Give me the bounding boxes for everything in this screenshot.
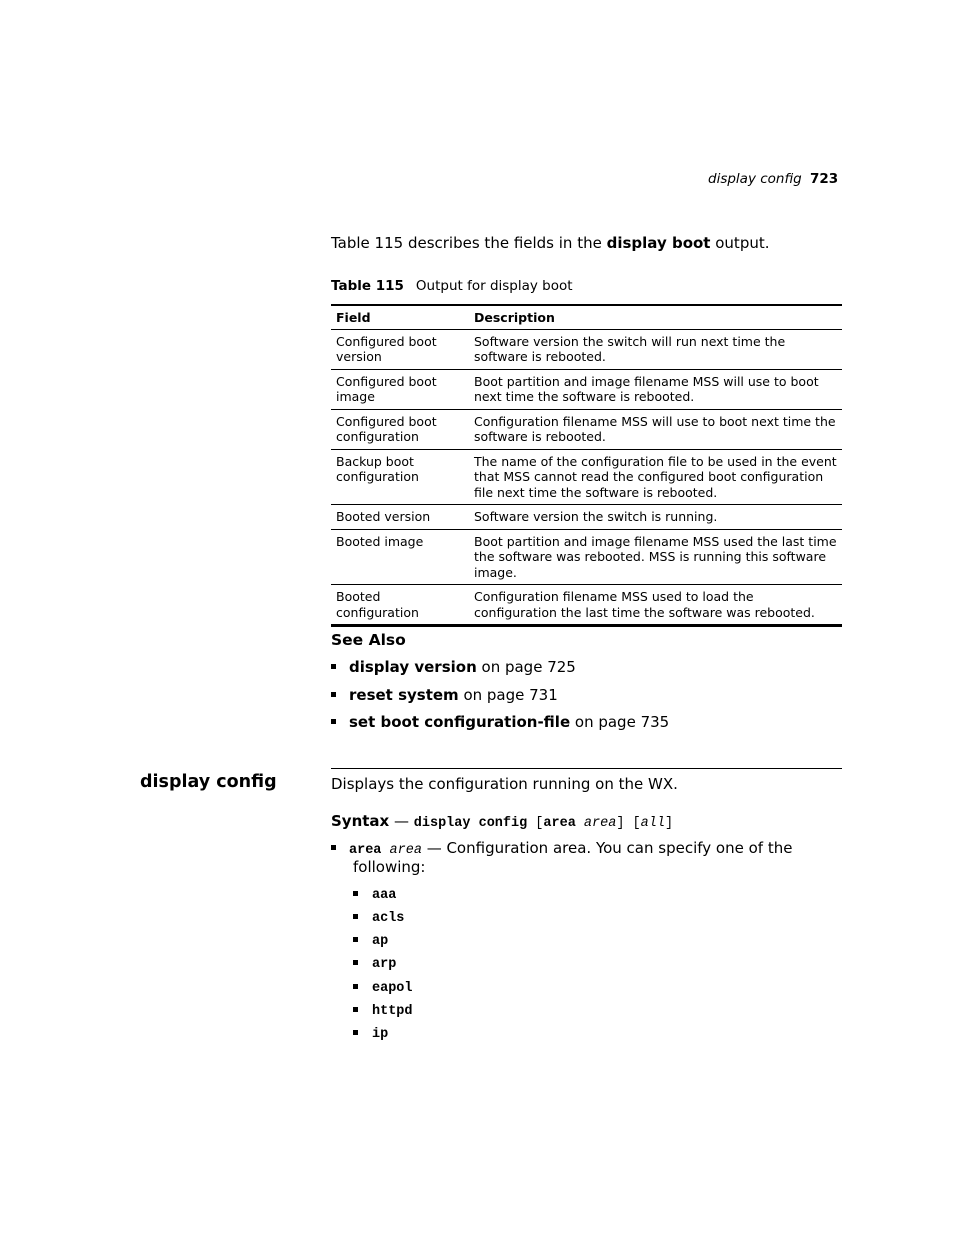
table-row <box>331 369 842 409</box>
description-cell: The name of the configuration file to be used in the event that MSS cannot read the configured boot configuration file next time the software is rebooted. <box>469 449 842 505</box>
syntax-bracket: ] <box>616 816 625 831</box>
area-option: arp <box>372 957 397 972</box>
bullet-icon <box>331 719 336 724</box>
see-also-command: display version <box>349 658 477 676</box>
area-option-item <box>353 1025 388 1042</box>
area-option-item <box>353 932 388 949</box>
area-option: eapol <box>372 981 413 996</box>
column-header-field: Field <box>331 305 469 329</box>
area-option-item <box>353 979 413 996</box>
running-header-title: display config <box>708 171 802 187</box>
syntax-keyword: area <box>543 816 576 831</box>
see-also-page-ref: on page 731 <box>458 686 558 704</box>
area-option: httpd <box>372 1004 413 1019</box>
output-fields-table <box>331 304 842 627</box>
syntax-command: display config <box>413 816 528 831</box>
field-cell: Backup boot configuration <box>331 449 469 505</box>
description-cell: Configuration filename MSS will use to boot next time the software is rebooted. <box>469 409 842 449</box>
description-cell: Configuration filename MSS used to load the configuration the last time the software was rebooted. <box>474 589 815 620</box>
table-row <box>331 585 842 626</box>
field-cell: Booted configuration <box>336 589 419 620</box>
table-caption-text: Output for display boot <box>415 278 573 294</box>
bullet-icon <box>353 960 358 965</box>
syntax-dash: — <box>389 812 414 830</box>
field-cell: Booted version <box>331 505 469 530</box>
field-cell: Configured boot image <box>331 369 469 409</box>
parameter-keyword: area <box>349 843 382 858</box>
page-number: 723 <box>810 171 839 187</box>
syntax-argument: area <box>583 816 617 831</box>
area-option-item <box>353 886 396 903</box>
area-option-item <box>353 955 396 972</box>
section-description: Displays the configuration running on the WX. <box>331 775 678 793</box>
see-also-item[interactable] <box>331 713 669 731</box>
table-row <box>331 529 842 585</box>
syntax-label: Syntax <box>331 812 390 830</box>
column-header-description: Description <box>469 305 842 329</box>
syntax-bracket: ] <box>664 816 674 831</box>
see-also-page-ref: on page 725 <box>476 658 576 676</box>
intro-command: display boot <box>606 234 711 252</box>
parameter-argument: area <box>389 843 422 858</box>
table-row <box>331 329 842 369</box>
syntax-option: all <box>640 816 665 831</box>
table-row <box>331 449 842 505</box>
area-option: acls <box>372 911 405 926</box>
syntax-line <box>331 812 673 831</box>
section-divider <box>331 768 842 769</box>
field-cell: Configured boot version <box>331 329 469 369</box>
area-option: ip <box>372 1027 389 1042</box>
description-cell: Boot partition and image filename MSS will use to boot next time the software is rebooted. <box>469 369 842 409</box>
description-cell: Software version the switch will run next time the software is rebooted. <box>469 329 842 369</box>
table-row <box>331 505 842 530</box>
see-also-item[interactable] <box>331 658 576 676</box>
see-also-heading: See Also <box>331 631 406 649</box>
description-cell: Software version the switch is running. <box>469 505 842 530</box>
bullet-icon <box>331 845 336 850</box>
bullet-icon <box>353 984 358 989</box>
intro-paragraph <box>331 234 770 252</box>
see-also-item[interactable] <box>331 686 558 704</box>
area-option: aaa <box>372 888 397 903</box>
see-also-command: set boot configuration-file <box>349 713 571 731</box>
parameter-description-continued: following: <box>353 858 426 876</box>
table-caption-label: Table 115 <box>331 278 404 294</box>
area-option: ap <box>372 934 389 949</box>
bullet-icon <box>353 891 358 896</box>
area-option-item <box>353 909 404 926</box>
bullet-icon <box>353 914 358 919</box>
description-cell: Boot partition and image filename MSS used the last time the software was rebooted. MSS is running this software image. <box>469 529 842 585</box>
table-row <box>331 409 842 449</box>
section-title: display config <box>140 772 277 792</box>
bullet-icon <box>331 664 336 669</box>
field-cell: Booted image <box>331 529 469 585</box>
syntax-bracket: [ <box>527 816 544 831</box>
table-caption <box>331 278 573 294</box>
table-header-row <box>331 305 842 329</box>
area-option-item <box>353 1002 413 1019</box>
parameter-description: — Configuration area. You can specify one of the <box>421 839 793 857</box>
see-also-command: reset system <box>349 686 459 704</box>
bullet-icon <box>353 937 358 942</box>
field-cell: Configured boot configuration <box>331 409 469 449</box>
intro-text-post: output. <box>710 234 770 252</box>
see-also-page-ref: on page 735 <box>570 713 670 731</box>
bullet-icon <box>353 1030 358 1035</box>
syntax-bracket: [ <box>624 816 641 831</box>
bullet-icon <box>353 1007 358 1012</box>
intro-text-pre: Table 115 describes the fields in the <box>331 234 607 252</box>
bullet-icon <box>331 692 336 697</box>
